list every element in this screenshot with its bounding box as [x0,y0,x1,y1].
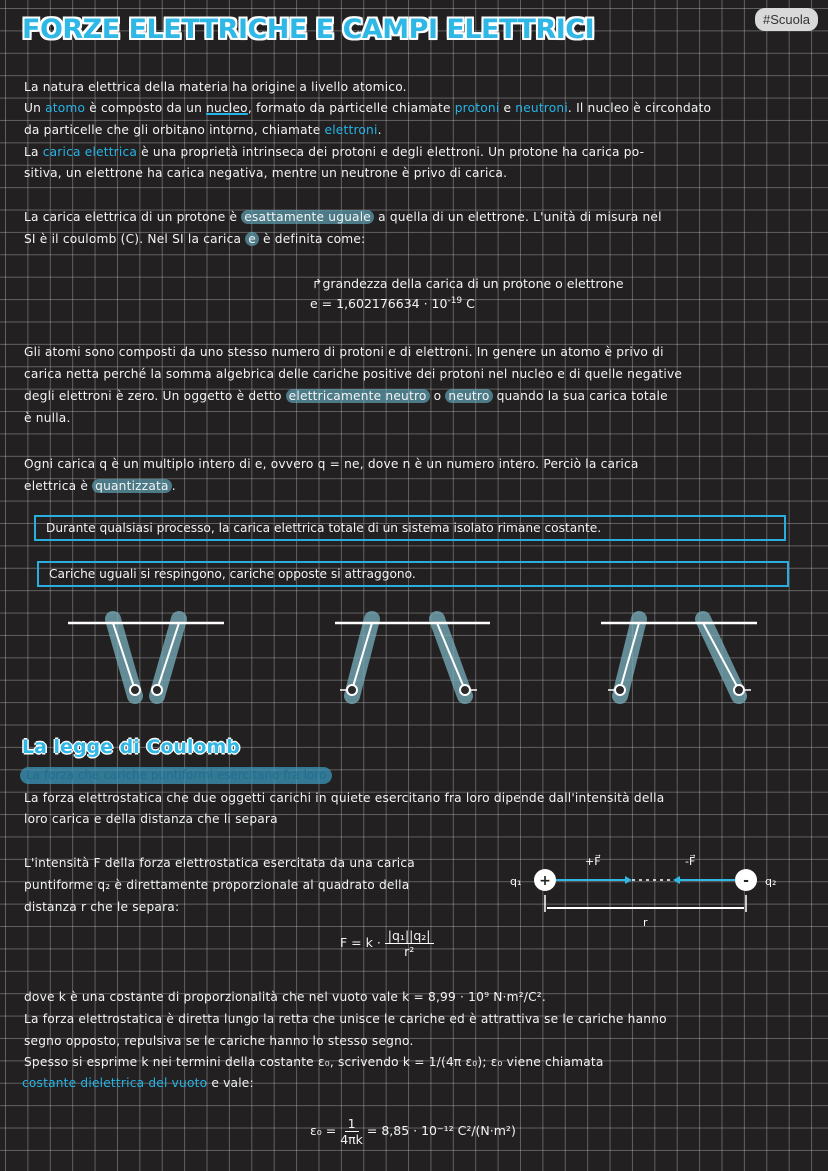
distance-label: r [643,916,648,929]
tag-badge[interactable]: #Scuola [755,8,818,31]
text-segment: . [377,123,382,137]
key-term: protoni [454,101,500,115]
text-segment: da particelle che gli orbitano intorno, chiamate [24,123,325,137]
rule-box-conservation: Durante qualsiasi processo, la carica elettrica totale di un sistema isolato rimane costante. [34,515,786,541]
text-line [24,477,176,495]
formula-lhs: ε₀ = [310,1123,337,1138]
annotation-text: grandezza della carica di un protone o elettrone [322,276,624,291]
page-title: FORZE ELETTRICHE E CAMPI ELETTRICI [22,14,595,45]
text-line [24,1010,667,1028]
formula-numerator: |q₁||q₂| [385,928,434,944]
text-segment: La carica elettrica di un protone è [24,210,242,224]
text-line [24,143,644,161]
charges-diagram [505,850,785,930]
text-line [24,208,662,226]
text-line [24,164,507,182]
epsilon-formula [310,1116,516,1147]
e-unit: C [466,296,475,312]
key-term: costante dielettrica del vuoto [22,1076,208,1090]
charged-sphere [615,685,625,695]
key-term: neutroni [515,101,568,115]
highlighted-term: elettricamente neutro [286,389,430,403]
charged-sphere [152,685,162,695]
text-segment: è composto da un [85,101,207,115]
key-term: elettroni [324,123,378,137]
text-segment: La natura elettrica della materia ha origine a livello atomico. [24,80,407,94]
text-line [24,898,179,916]
q1-label: q₁ [510,875,522,888]
text-line [24,409,71,427]
text-segment: , formato da particelle chiamate [247,101,455,115]
rule-box-attraction: Cariche uguali si respingono, cariche opposte si attraggono. [37,561,789,587]
pendulum-diagrams [0,600,828,710]
text-segment: è una proprietà intrinseca dei protoni e degli elettroni. Un protone ha carica po- [137,145,645,159]
force-label-neg: -F⃗ [685,855,696,868]
charged-sphere [347,685,357,695]
text-segment: a quella di un elettrone. L'unità di misura nel [374,210,662,224]
text-segment: distanza r che le separa: [24,900,180,914]
e-formula: e = 1,602176634 · 10 [310,296,448,312]
text-segment: è nulla. [24,411,71,425]
e-definition [310,296,475,311]
text-segment: dove k è una costante di proporzionalità che nel vuoto vale k = 8,99 · 10⁹ N·m²/C². [24,990,546,1004]
text-line [24,343,664,361]
text-segment: quando la sua carica totale [492,389,668,403]
highlighted-term: e [245,232,259,246]
text-line [24,1053,604,1071]
text-segment: SI è il coulomb (C). Nel SI la carica [24,232,246,246]
text-segment: Ogni carica q è un multiplo intero di e, ovvero q = ne, dove n è un numero intero. Perciò la carica [24,457,639,471]
arrowhead [673,876,680,884]
text-line [24,789,664,807]
formula-numerator: 1 [345,1116,359,1132]
section-heading-coulomb: La legge di Coulomb [22,736,240,758]
force-label-pos: +F⃗ [585,855,601,868]
highlighted-term: quantizzata [92,479,172,493]
formula-denominator: r² [404,944,415,959]
text-line [24,78,407,96]
text-line [24,455,639,473]
text-line [24,876,409,894]
key-term: carica elettrica [42,145,138,159]
section-subtitle: La forza che cariche puntiformi esercitano fra loro [20,767,332,784]
formula-rhs: = 8,85 · 10⁻¹² C²/(N·m²) [366,1123,516,1138]
text-line [24,121,382,139]
text-segment: La forza elettrostatica che due oggetti carichi in quiete esercitano fra loro dipende dall'intensità della [24,791,665,805]
text-segment: e vale: [207,1076,254,1090]
text-segment: La forza elettrostatica è diretta lungo la retta che unisce le cariche ed è attrattiva se le cariche hanno [24,1012,667,1026]
text-segment: puntiforme q₂ è direttamente proporzionale al quadrato della [24,878,410,892]
formula-denominator: 4πk [340,1132,363,1147]
text-line [22,1074,254,1092]
formula-lhs: F = k · [340,935,381,950]
text-segment: Spesso si esprime k nei termini della costante ε₀, scrivendo k = 1/(4π ε₀); ε₀ viene chiamata [24,1055,604,1069]
text-line [24,988,546,1006]
highlighted-term: neutro [445,389,492,403]
text-segment: carica netta perché la somma algebrica delle cariche positive dei protoni nel nucleo e di quelle negative [24,367,683,381]
text-segment: elettrica è [24,479,93,493]
e-exponent: -19 [447,296,463,306]
text-line [24,854,415,872]
text-segment: degli elettroni è zero. Un oggetto è detto [24,389,286,403]
text-segment: . Il nucleo è circondato [567,101,712,115]
key-term: atomo [45,101,86,115]
text-segment: o [429,389,446,403]
underlined-term: nucleo [206,101,248,115]
text-segment: è definita come: [258,232,366,246]
text-line [24,365,682,383]
text-segment: Un [24,101,46,115]
text-segment: loro carica e della distanza che li separa [24,812,278,826]
text-segment: e [499,101,516,115]
text-segment: L'intensità F della forza elettrostatica esercitata da una carica [24,856,415,870]
text-segment: La [24,145,43,159]
text-segment: segno opposto, repulsiva se le cariche hanno lo stesso segno. [24,1034,414,1048]
text-line [24,1032,414,1050]
minus-sign: - [743,873,749,889]
highlighted-term: esattamente uguale [241,210,374,224]
q2-label: q₂ [765,875,777,888]
e-annotation [312,276,624,291]
charged-sphere [734,685,744,695]
text-line [24,387,668,405]
text-segment: Gli atomi sono composti da uno stesso numero di protoni e di elettroni. In genere un atomo è privo di [24,345,664,359]
arrow-icon: ↱ [312,276,323,291]
coulomb-formula [340,928,434,959]
charged-sphere [130,685,140,695]
arrowhead [625,876,632,884]
pendulum-string [703,623,739,690]
charged-sphere [460,685,470,695]
text-line [24,99,711,117]
plus-sign: + [539,873,551,889]
text-line [24,810,278,828]
text-segment: sitiva, un elettrone ha carica negativa, mentre un neutrone è privo di carica. [24,166,508,180]
text-segment: . [171,479,176,493]
text-line [24,230,365,248]
